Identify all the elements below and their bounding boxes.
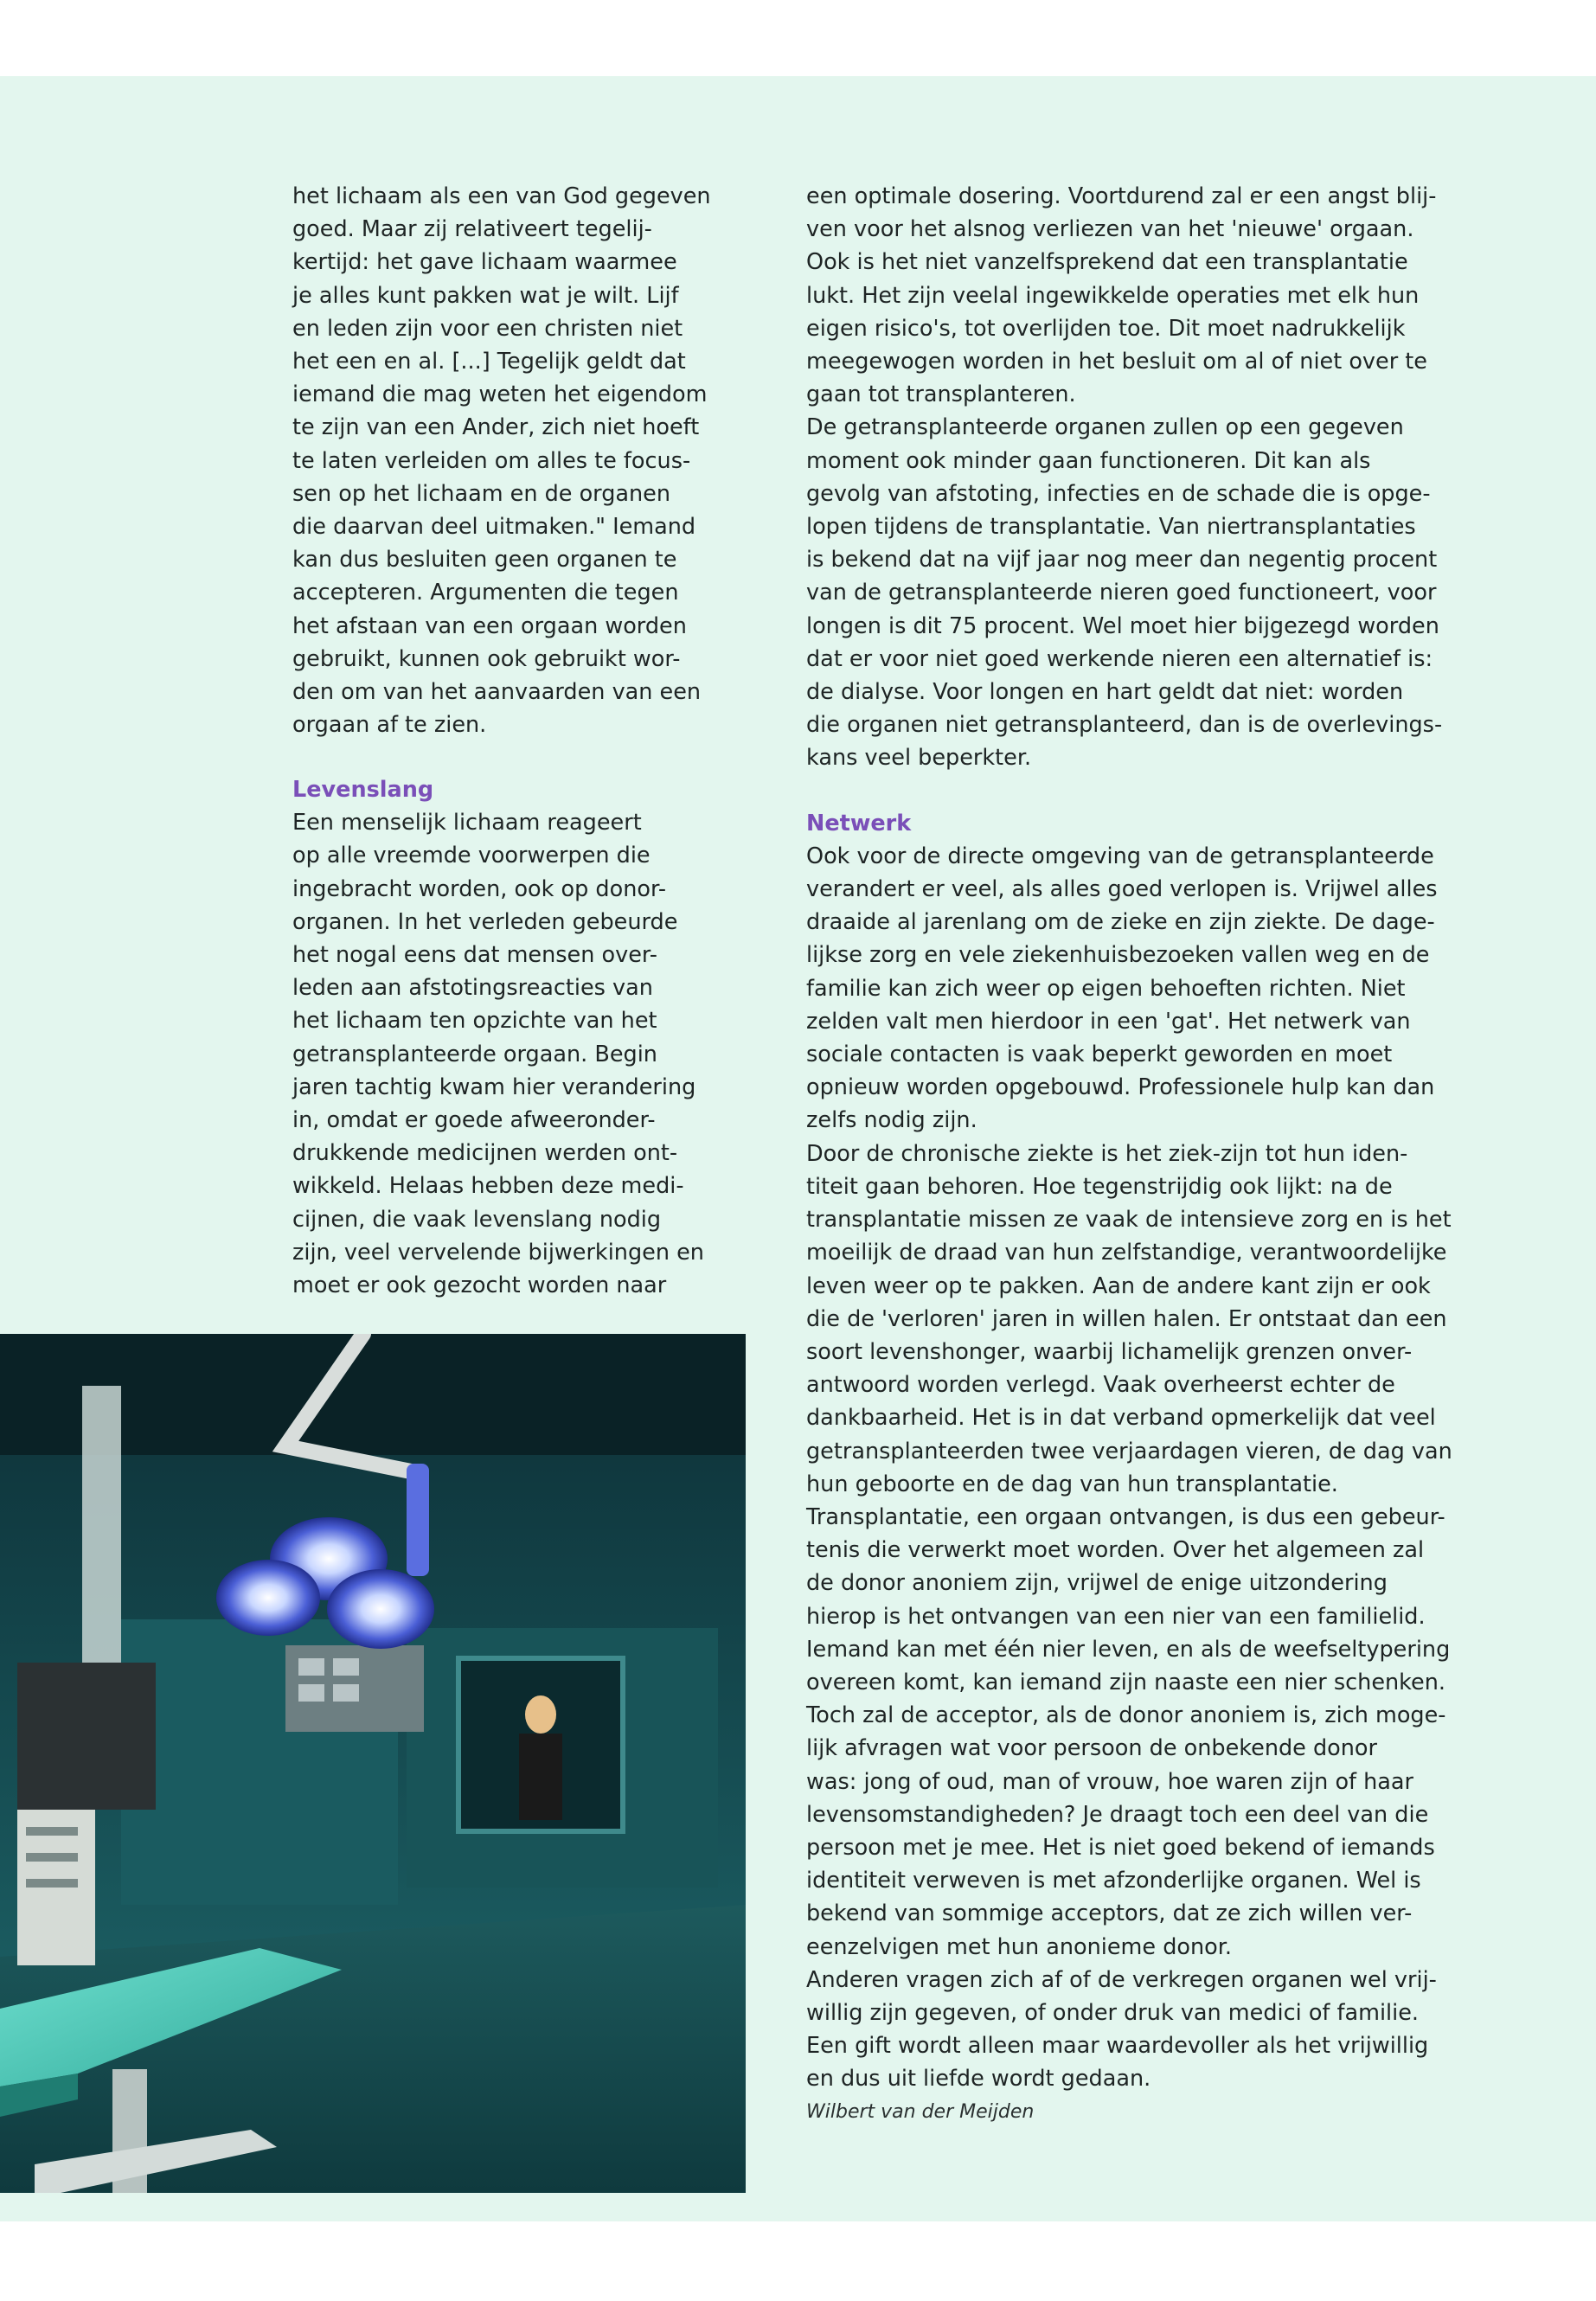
paragraph-donor: Transplantatie, een orgaan ontvangen, is dus een gebeur- tenis die verwerkt moet worden. Over het algemeen zal de donor anoniem zijn, vrijwel de enige uitzondering hierop is het ontvangen van een nier van een familielid. Iemand kan met één nier leven, en als de weefseltypering overeen komt, kan iemand zijn naaste een nier schenken. Toch zal de acceptor, als de donor anoniem is, zich moge- lijk afvragen wat voor persoon de onbekende donor was: jong of oud, man of vrouw, hoe waren zijn of haar levensomstandigheden? Je draagt toch een deel van die persoon met je mee. Het is niet goed bekend of iemands identiteit verweven is met afzonderlijke organen. Wel is bekend van sommige acceptors, dat ze zich willen ver- eenzelvigen met hun anonieme donor. <box>806 1503 1451 1960</box>
paragraph-vrijwillig: Anderen vragen zich af of de verkregen organen wel vrij- willig zijn gegeven, of onder druk van medici of familie. Een gift wordt alleen maar waardevoller als het vrijwillig en dus uit liefde wordt gedaan. <box>806 1966 1437 2093</box>
section-gap <box>806 775 1516 807</box>
paragraph-functioneren: De getransplanteerde organen zullen op een gegeven moment ook minder gaan functioneren. Dit kan als gevolg van afstoting, infecties en de schade die is opge- lopen tijdens de transplantatie. Van niertransplantaties is bekend dat na vijf jaar nog meer dan negentig procent van de getransplanteerde nieren goed functioneert, voor longen is dit 75 procent. Wel moet hier bijgezegd worden dat er voor niet goed werkende nieren een alternatief is: de dialyse. Voor longen en hart geldt dat niet: worden die organen niet getransplanteerd, dan is de overlevings- kans veel beperkter. <box>806 414 1443 772</box>
paragraph-dosering: een optimale dosering. Voortdurend zal er een angst blij- ven voor het alsnog verliezen van het 'nieuwe' orgaan. Ook is het niet vanzelfsprekend dat een transplantatie lukt. Het zijn veelal ingewikkelde operaties met elk hun eigen risico's, tot overlijden toe. Dit moet nadrukkelijk meegewogen worden in het besluit om al of niet over te gaan tot transplanteren. <box>806 183 1437 408</box>
person-body <box>519 1734 562 1820</box>
levenslang-paragraph: Een menselijk lichaam reageert op alle vreemde voorwerpen die ingebracht worden, ook op donor- organen. In het verleden gebeurde het nogal eens dat mensen over- leden aan afstotingsreacties van het lichaam ten opzichte van het getransplanteerde orgaan. Begin jaren tachtig kwam hier verandering in, omdat er goede afweeronder- drukkende medicijnen werden ont- wikkeld. Helaas hebben deze medi- cijnen, die vaak levenslang nodig zijn, veel vervelende bijwerkingen en moet er ook gezocht worden naar <box>292 810 704 1299</box>
lamp-handle <box>407 1464 429 1576</box>
section-heading-netwerk: Netwerk <box>806 810 912 836</box>
section-heading-levenslang: Levenslang <box>292 777 434 803</box>
control-button <box>298 1684 324 1702</box>
intro-paragraph: het lichaam als een van God gegeven goed. Maar zij relativeert tegelij- kertijd: het gave lichaam waarmee je alles kunt pakken wat je wilt. Lijf en leden zijn voor een christen niet het een en al. [...] Tegelijk geldt dat iemand die mag weten het eigendom te zijn van een Ander, zich niet hoeft te laten verleiden om alles te focus- sen op het lichaam en de organen die daarvan deel uitmaken." Iemand kan dus besluiten geen organen te accepteren. Argumenten die tegen het afstaan van een orgaan worden gebruikt, kunnen ook gebruikt wor- den om van het aanvaarden van een orgaan af te zien. <box>292 183 711 739</box>
cabinet-detail <box>26 1853 78 1862</box>
cabinet-detail <box>26 1879 78 1888</box>
paragraph-identiteit: Door de chronische ziekte is het ziek-zijn tot hun iden- titeit gaan behoren. Hoe tegenstrijdig ook lijkt: na de transplantatie missen ze vaak de intensieve zorg en is het moeilijk de draad van hun zelfstandige, verantwoordelijke leven weer op te pakken. Aan de andere kant zijn er ook die de 'verloren' jaren in willen halen. Er ontstaat dan een soort levenshonger, waarbij lichamelijk grenzen onver- antwoord worden verlegd. Vaak overheerst echter de dankbaarheid. Het is in dat verband opmerkelijk dat veel getransplanteerden twee verjaardagen vieren, de dag van hun geboorte en de dag van hun transplantatie. <box>806 1140 1452 1497</box>
author-signature: Wilbert van der Meijden <box>806 2100 1035 2123</box>
column-left-levenslang <box>292 773 764 1302</box>
column-right <box>806 180 1516 2129</box>
paragraph-omgeving: Ook voor de directe omgeving van de getransplanteerde verandert er veel, als alles goed verlopen is. Vrijwel alles draaide al jarenlang om de zieke en zijn ziekte. De dage- lijkse zorg en vele ziekenhuisbezoeken vallen weg en de familie kan zich weer op eigen behoeften richten. Niet zelden valt men hierdoor in een 'gat'. Het netwerk van sociale contacten is vaak beperkt geworden en moet opnieuw worden opgebouwd. Professionele hulp kan dan zelfs nodig zijn. <box>806 843 1438 1134</box>
person-head <box>525 1695 556 1734</box>
monitor-box <box>17 1663 156 1810</box>
surgical-lamp-head <box>216 1560 320 1636</box>
control-button <box>298 1658 324 1676</box>
cabinet-detail <box>26 1827 78 1836</box>
surgical-lamp-head <box>327 1569 434 1649</box>
control-button <box>333 1658 359 1676</box>
operating-room-illustration <box>0 1334 746 2193</box>
control-button <box>333 1684 359 1702</box>
column-left-top <box>292 180 764 741</box>
operating-room-photo <box>0 1334 746 2193</box>
